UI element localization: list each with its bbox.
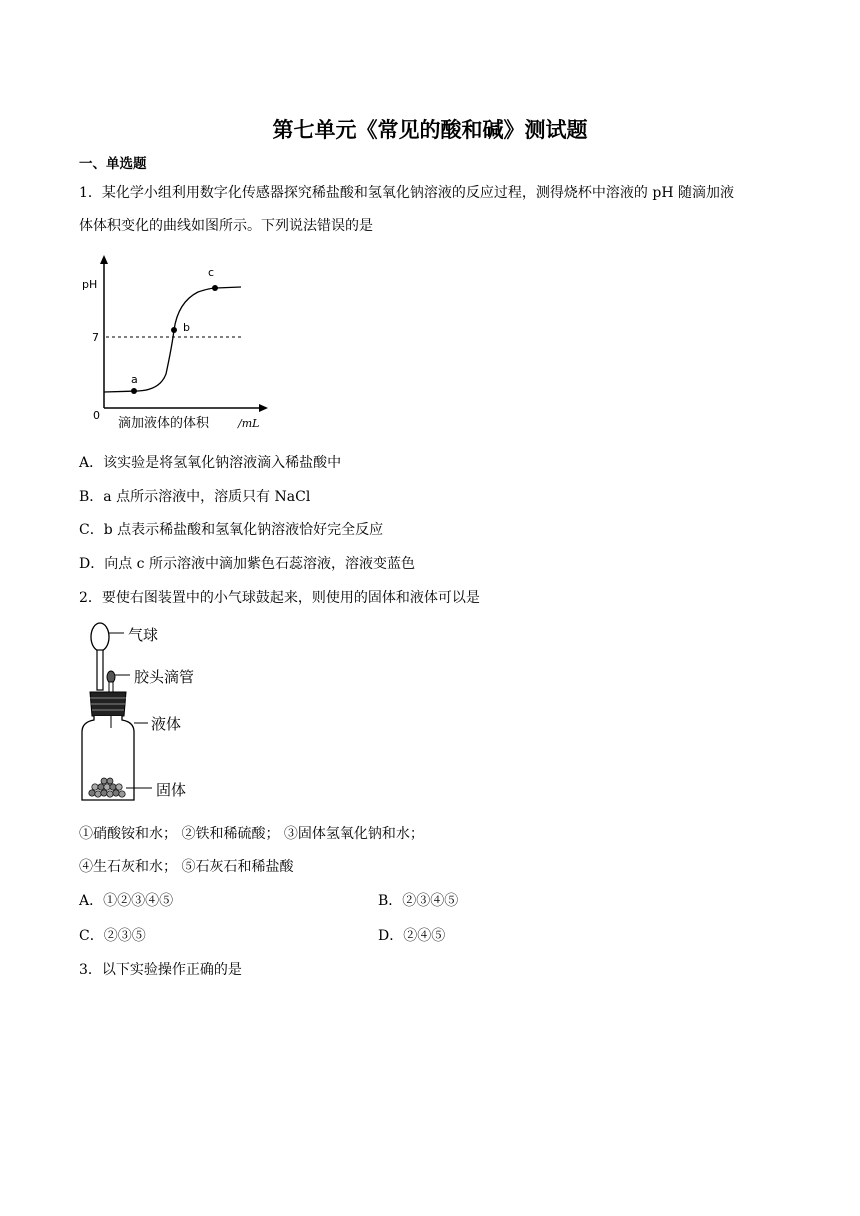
point-b-label: b [183, 321, 190, 334]
solid-label: 固体 [156, 781, 187, 799]
q2-choices-line2: ④生石灰和水； ⑤石灰石和稀盐酸 [79, 859, 294, 875]
liquid-label: 液体 [151, 715, 182, 733]
page-title: 第七单元《常见的酸和碱》测试题 [272, 118, 588, 142]
section-heading: 一、单选题 [79, 156, 147, 172]
point-a [131, 388, 137, 394]
ph-curve-chart [78, 250, 278, 435]
q3-stem: 3．以下实验操作正确的是 [79, 962, 242, 978]
balloon-tube [97, 650, 103, 690]
point-b [171, 327, 177, 333]
q1-option-a: A．该实验是将氢氧化钠溶液滴入稀盐酸中 [79, 455, 342, 471]
q1-option-c: C．b 点表示稀盐酸和氢氧化钠溶液恰好完全反应 [79, 522, 384, 538]
y-axis-label: pH [82, 278, 98, 291]
q2-option-c: C．②③⑤ [79, 928, 146, 944]
y-tick-7: 7 [92, 331, 99, 344]
y-axis-arrow [100, 255, 108, 264]
q1-stem-line1: 1．某化学小组利用数字化传感器探究稀盐酸和氢氧化钠溶液的反应过程，测得烧杯中溶液的 pH 随滴加液 [79, 185, 734, 201]
origin-label: 0 [93, 409, 100, 422]
apparatus-figure [78, 620, 228, 805]
q2-option-a: A．①②③④⑤ [79, 893, 174, 909]
x-axis-arrow [259, 404, 268, 412]
dropper-bulb [107, 671, 115, 683]
q1-option-d: D．向点 c 所示溶液中滴加紫色石蕊溶液，溶液变蓝色 [79, 556, 415, 572]
q2-option-d: D．②④⑤ [378, 928, 446, 944]
q2-stem: 2．要使右图装置中的小气球鼓起来，则使用的固体和液体可以是 [79, 590, 480, 606]
ph-curve [104, 287, 241, 392]
q1-option-b: B．a 点所示溶液中，溶质只有 NaCl [79, 489, 311, 505]
point-a-label: a [131, 373, 138, 386]
q1-stem-line2: 体体积变化的曲线如图所示。下列说法错误的是 [79, 218, 373, 234]
q2-choices-line1: ①硝酸铵和水； ②铁和稀硫酸； ③固体氢氧化钠和水； [79, 826, 424, 842]
dropper-label: 胶头滴管 [134, 668, 195, 686]
q2-option-b: B．②③④⑤ [378, 893, 459, 909]
x-axis-label: 滴加液体的体积 [118, 416, 210, 431]
point-c [212, 285, 218, 291]
balloon-label: 气球 [128, 626, 159, 644]
balloon-shape [91, 623, 109, 651]
point-c-label: c [208, 266, 215, 279]
x-axis-unit: /mL [238, 417, 260, 430]
